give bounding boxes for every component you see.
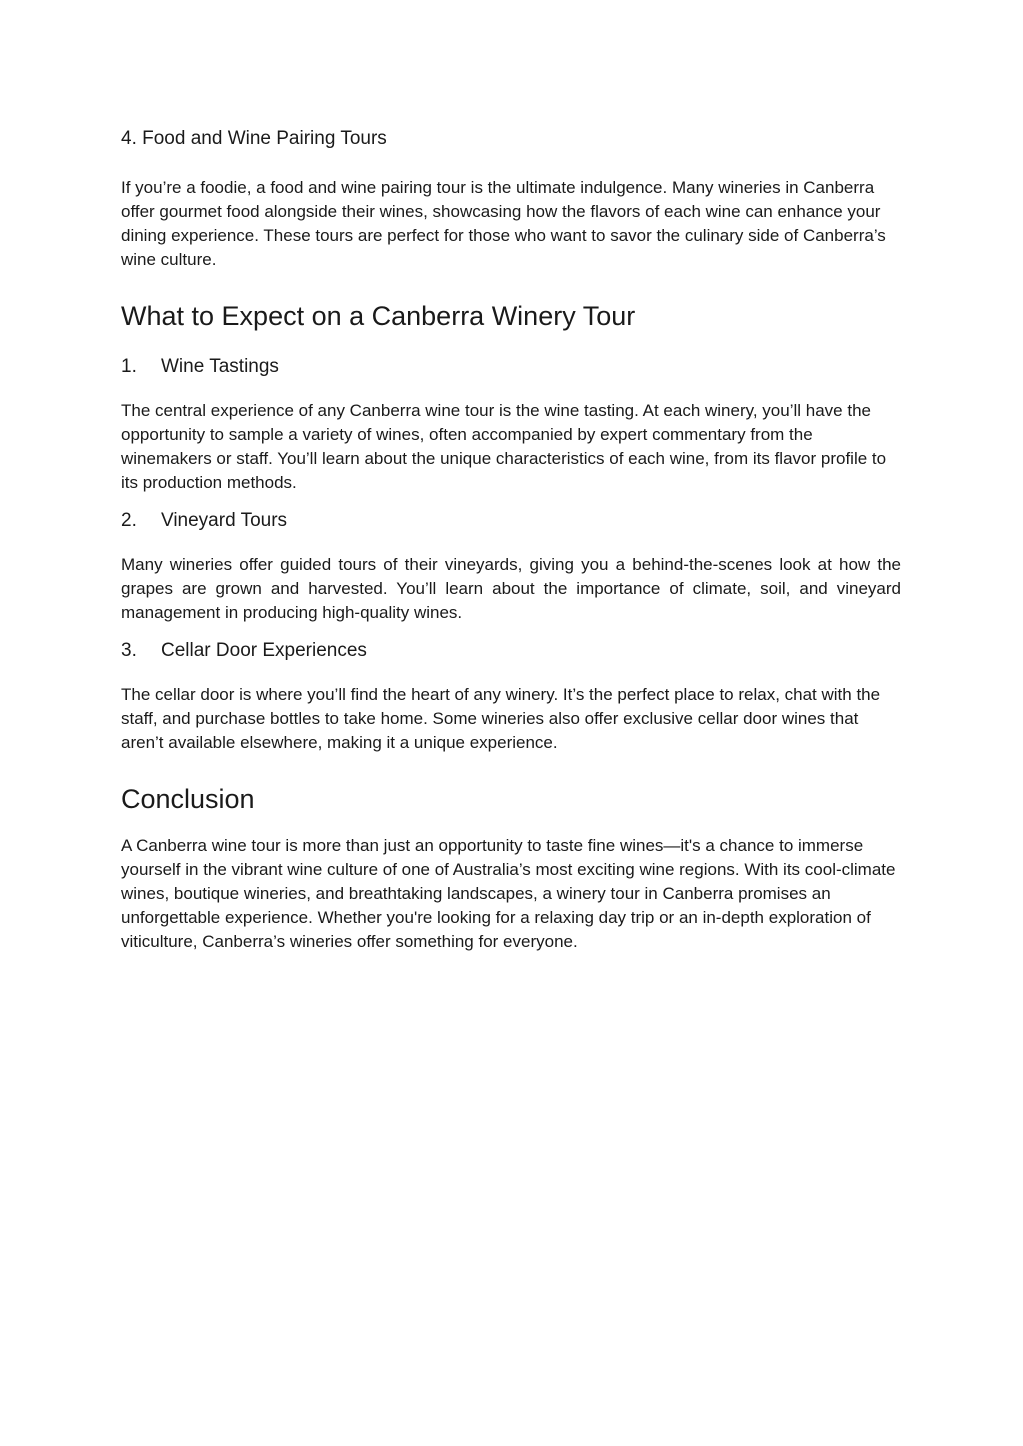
expect-item-1-body: The central experience of any Canberra wine tour is the wine tasting. At each winery, you’ll have the opportunity to sample a variety of wines, often accompanied by expert commentary from the winemakers or staff. You’ll learn about the unique characteristics of each wine, from its flavor profile to its production methods.	[121, 401, 887, 492]
conclusion-heading: Conclusion	[121, 784, 255, 814]
expect-item-2-label: Vineyard Tours	[161, 510, 288, 531]
expect-item-3-title	[121, 638, 901, 664]
section-4-body: If you’re a foodie, a food and wine pairing tour is the ultimate indulgence. Many wineries in Canberra offer gourmet food alongside their wines, showcasing how the flavors of each wine can enhance your dining experience. These tours are perfect for those who want to savor the culinary side of Canberra’s wine culture.	[121, 178, 886, 269]
expect-item-2-number: 2.	[121, 510, 137, 531]
expect-item-3-number: 3.	[121, 640, 137, 661]
expect-item-1-title	[121, 354, 901, 380]
expect-item-2-body: Many wineries offer guided tours of their vineyards, giving you a behind-the-scenes look at how the grapes are grown and harvested. You’ll learn about the importance of climate, soil, and vineyard management in producing high-quality wines.	[121, 555, 901, 622]
expect-item-3-label: Cellar Door Experiences	[161, 640, 367, 661]
expect-item-2-title	[121, 508, 901, 534]
document-content	[121, 126, 901, 954]
expect-item-3-body: The cellar door is where you’ll find the heart of any winery. It’s the perfect place to relax, chat with the staff, and purchase bottles to take home. Some wineries also offer exclusive cellar door wines that aren’t available elsewhere, making it a unique experience.	[121, 685, 881, 752]
expect-heading: What to Expect on a Canberra Winery Tour	[121, 301, 636, 331]
expect-item-1-number: 1.	[121, 356, 137, 377]
section-4-title: 4. Food and Wine Pairing Tours	[121, 128, 387, 149]
expect-item-1-label: Wine Tastings	[161, 356, 279, 377]
conclusion-body: A Canberra wine tour is more than just an opportunity to taste fine wines—it's a chance to immerse yourself in the vibrant wine culture of one of Australia’s most exciting wine regions. With its cool-climate wines, boutique wineries, and breathtaking landscapes, a winery tour in Canberra promises an unforgettable experience. Whether you're looking for a relaxing day trip or an in-depth exploration of viticulture, Canberra’s wineries offer something for everyone.	[121, 836, 896, 951]
